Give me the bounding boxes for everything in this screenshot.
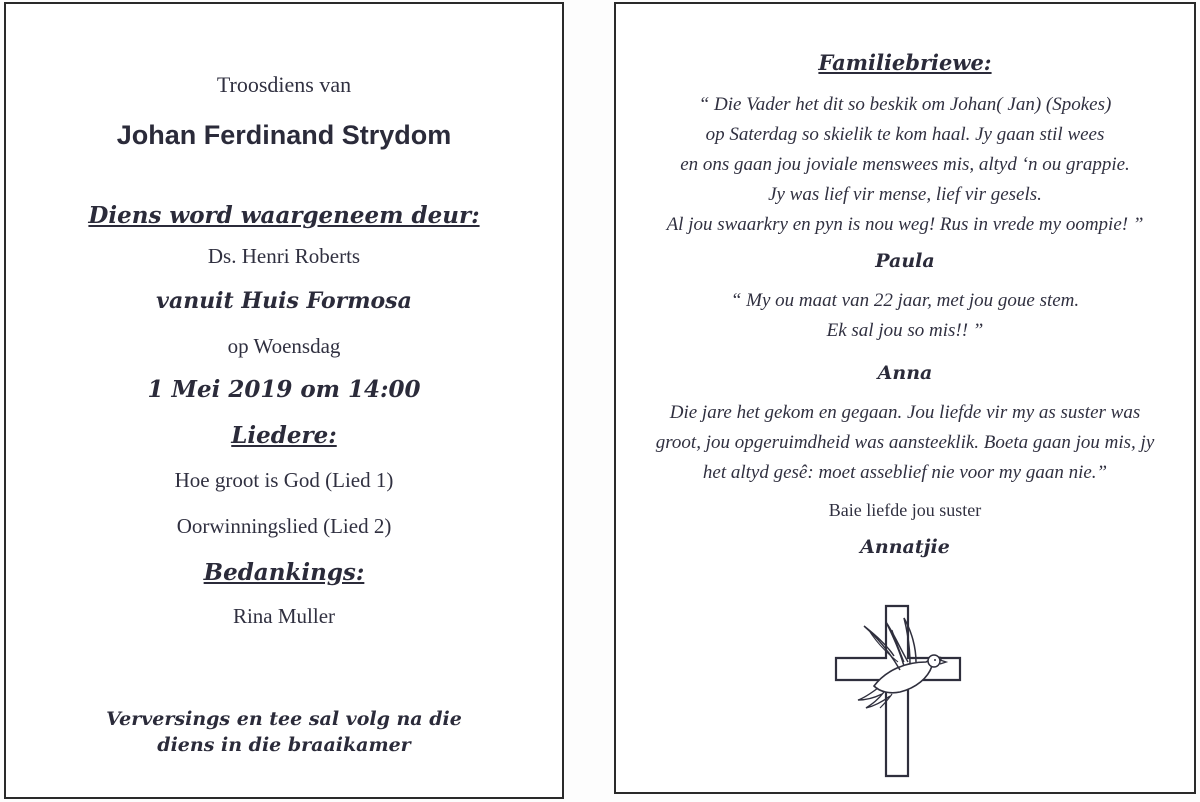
letter-line: Jy was lief vir mense, lief vir gesels. — [768, 184, 1042, 205]
thanks-name: Rina Muller — [232, 604, 336, 628]
refreshments-line: Verversings en tee sal volg na die — [106, 708, 462, 730]
letter-line: Ek sal jou so mis!! ” — [826, 320, 984, 341]
service-day: op Woensdag — [227, 334, 341, 358]
letter-line: op Saterdag so skielik te kom haal. Jy gaan stil wees — [705, 124, 1105, 145]
song-item: Hoe groot is God (Lied 1) — [174, 468, 394, 492]
officiant-name: Ds. Henri Roberts — [207, 244, 361, 268]
letter-line: “ My ou maat van 22 jaar, met jou goue stem. — [730, 290, 1080, 311]
letter-line: “ Die Vader het dit so beskik om Johan( Jan) (Spokes) — [698, 94, 1112, 115]
letter-signature: Anna — [877, 362, 933, 384]
service-intro: Troosdiens van — [216, 72, 352, 97]
service-details-page — [4, 2, 564, 799]
service-venue: vanuit Huis Formosa — [156, 288, 412, 314]
letter-line: Die jare het gekom en gegaan. Jou liefde vir my as suster was — [669, 402, 1141, 423]
letter-line: Al jou swaarkry en pyn is nou weg! Rus in vrede my oompie! ” — [666, 214, 1144, 235]
cross-with-dove-icon — [834, 604, 964, 779]
letter-line: groot, jou opgeruimdheid was aansteeklik. Boeta gaan jou mis, jy — [655, 432, 1155, 453]
letter-signature: Annatjie — [860, 536, 950, 558]
letter-closing: Baie liefde jou suster — [828, 500, 982, 520]
family-letters-page — [614, 2, 1196, 794]
refreshments-line: diens in die braaikamer — [157, 734, 411, 756]
letter-line: en ons gaan jou joviale menswees mis, altyd ‘n ou grappie. — [680, 154, 1130, 175]
letter-signature: Paula — [875, 250, 935, 272]
songs-heading: Liedere: — [231, 422, 337, 449]
letter-line: het altyd gesê: moet asseblief nie voor my gaan nie.” — [702, 462, 1108, 483]
officiant-heading: Diens word waargeneem deur: — [88, 202, 480, 229]
deceased-name: Johan Ferdinand Strydom — [116, 120, 452, 150]
thanks-heading: Bedankings: — [203, 559, 365, 586]
service-date-time: 1 Mei 2019 om 14:00 — [147, 376, 421, 403]
letters-heading: Familiebriewe: — [818, 50, 992, 75]
song-item: Oorwinningslied (Lied 2) — [176, 514, 392, 538]
